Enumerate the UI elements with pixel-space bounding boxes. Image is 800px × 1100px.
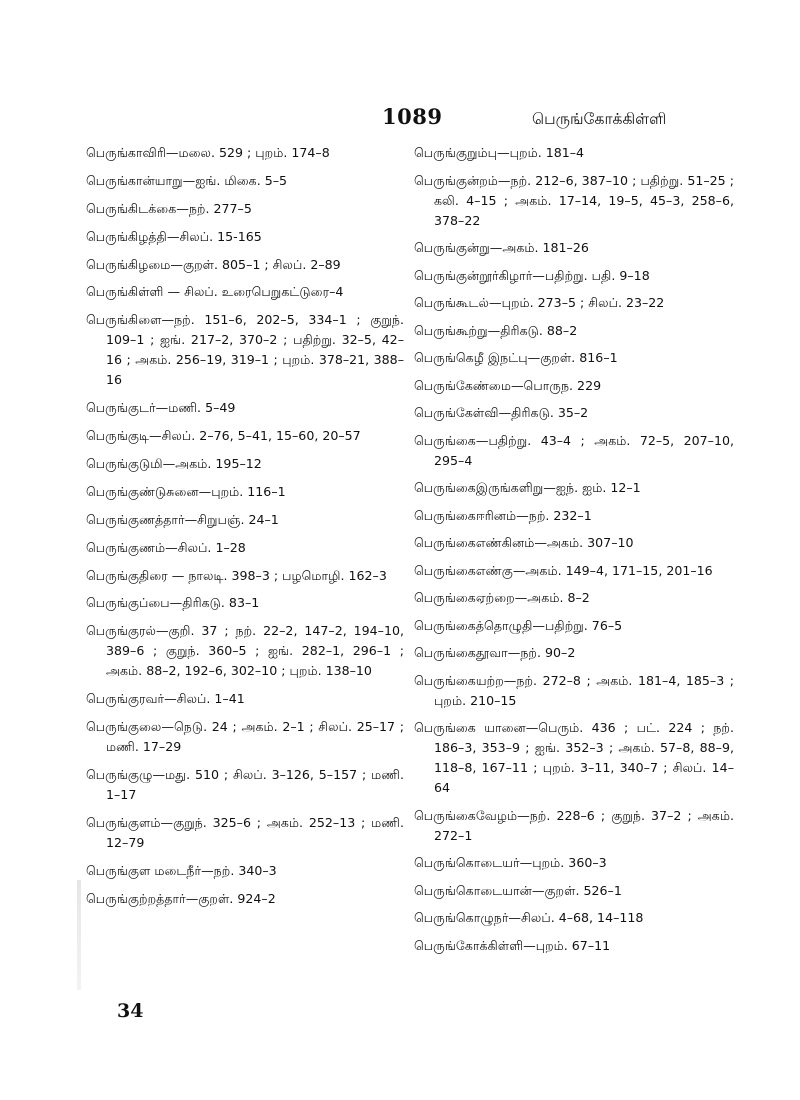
index-entry: பெருங்குரவர்—சிலப். 1–41 bbox=[86, 691, 245, 707]
index-entry: பெருங்காவிரி—மலை. 529 ; புறம். 174–8 bbox=[86, 145, 330, 160]
index-entry: பெருங்குணத்தார்—சிறுபஞ். 24–1 bbox=[86, 511, 279, 527]
index-entry: பெருங்கேண்மை—பொருந. 229 bbox=[414, 377, 602, 393]
index-entry: பெருங்குன்றூர்கிழார்—பதிற்று. பதி. 9–18 bbox=[414, 267, 650, 283]
index-entry: பெருங்கைஇருங்களிறு—ஐந். ஐம். 12–1 bbox=[414, 480, 641, 495]
page-number: 1089 bbox=[382, 104, 443, 129]
index-entry: பெருங்குளம்—குறுந். 325–6 ; அகம். 252–13 ; மணி. 12–79 bbox=[86, 814, 404, 850]
index-entry: பெருங்குரல்—குறி. 37 ; நற். 22–2, 147–2, 194–10, 389–6 ; குறுந். 360–5 ; ஐங். 282–1, 296–1 ; அகம். 88–2, 192–6, 302–10 ; புறம். 138–10 bbox=[86, 623, 404, 679]
running-head: பெருங்கோக்கிள்ளி bbox=[532, 110, 667, 128]
index-entry: பெருங்குன்றம்—நற். 212–6, 387–10 ; பதிற்று. 51–25 ; கலி. 4–15 ; அகம். 17–14, 19–5, 45–3, 258–6, 378–22 bbox=[414, 172, 734, 228]
index-entry: பெருங்கூடல்—புறம். 273–5 ; சிலப். 23–22 bbox=[414, 295, 665, 310]
index-entry: பெருங்குண்டுசுனை—புறம். 116–1 bbox=[86, 483, 286, 499]
index-entry: பெருங்கான்யாறு—ஐங். மிகை. 5–5 bbox=[86, 172, 288, 188]
index-entry: பெருங்குழு—மது. 510 ; சிலப். 3–126, 5–157 ; மணி. 1–17 bbox=[86, 767, 404, 803]
index-entry: பெருங்கையற்ற—நற். 272–8 ; அகம். 181–4, 185–3 ; புறம். 210–15 bbox=[414, 672, 734, 708]
right-column bbox=[414, 143, 734, 963]
index-entry: பெருங்கொழுநர்—சிலப். 4–68, 14–118 bbox=[414, 910, 644, 925]
index-entry: பெருங்குள மடைநீர்—நற். 340–3 bbox=[86, 862, 277, 878]
signature-mark: 34 bbox=[117, 1000, 144, 1022]
index-entry: பெருங்கொடையர்—புறம். 360–3 bbox=[414, 855, 607, 870]
index-entry: பெருங்குப்பை—திரிகடு. 83–1 bbox=[86, 595, 260, 611]
index-entry: பெருங்கைதூவா—நற். 90–2 bbox=[414, 645, 576, 660]
index-entry: பெருங்கூற்று—திரிகடு. 88–2 bbox=[414, 322, 578, 338]
index-entry: பெருங்கிள்ளி — சிலப். உரைபெறுகட்டுரை–4 bbox=[86, 284, 344, 300]
index-entry: பெருங்கைஎண்கு—அகம். 149–4, 171–15, 201–16 bbox=[414, 562, 713, 578]
index-entry: பெருங்கை யானை—பெரும். 436 ; பட். 224 ; நற். 186–3, 353–9 ; ஐங். 352–3 ; அகம். 57–8, 88–9, 118–8, 167–11 ; புறம். 3–11, 340–7 ; சிலப். 14–64 bbox=[414, 720, 734, 795]
index-entry: பெருங்கொடையான்—குறள். 526–1 bbox=[414, 882, 622, 898]
index-entry: பெருங்கைஎண்கினம்—அகம். 307–10 bbox=[414, 535, 634, 550]
index-entry: பெருங்கைஈரினம்—நற். 232–1 bbox=[414, 507, 592, 523]
index-entry: பெருங்குலை—நெடு. 24 ; அகம். 2–1 ; சிலப். 25–17 ; மணி. 17–29 bbox=[86, 719, 404, 755]
index-entry: பெருங்குணம்—சிலப். 1–28 bbox=[86, 539, 246, 555]
index-entry: பெருங்கைஏற்றை—அகம். 8–2 bbox=[414, 590, 590, 605]
index-entry: பெருங்குறும்பு—புறம். 181–4 bbox=[414, 145, 585, 160]
index-entry: பெருங்குற்றத்தார்—குறள். 924–2 bbox=[86, 890, 276, 906]
index-entry: பெருங்கிழத்தி—சிலப். 15-165 bbox=[86, 228, 262, 244]
index-entry: பெருங்கிடக்கை—நற். 277–5 bbox=[86, 200, 252, 216]
left-column bbox=[86, 143, 404, 917]
index-entry: பெருங்கேள்வி—திரிகடு. 35–2 bbox=[414, 405, 589, 420]
index-entry: பெருங்கோக்கிள்ளி—புறம். 67–11 bbox=[414, 937, 611, 953]
index-entry: பெருங்குன்று—அகம். 181–26 bbox=[414, 240, 589, 255]
index-entry: பெருங்கைத்தொழுதி—பதிற்று. 76–5 bbox=[414, 617, 623, 633]
index-entry: பெருங்கைவேழம்—நற். 228–6 ; குறுந். 37–2 ; அகம். 272–1 bbox=[414, 807, 734, 843]
index-entry: பெருங்குடி—சிலப். 2–76, 5–41, 15–60, 20–57 bbox=[86, 428, 361, 444]
scan-shadow bbox=[77, 880, 81, 990]
index-entry: பெருங்குடர்—மணி. 5–49 bbox=[86, 400, 236, 416]
index-entry: பெருங்கெழீ இநட்பு—குறள். 816–1 bbox=[414, 350, 618, 365]
index-entry: பெருங்குதிரை — நாலடி. 398–3 ; பழமொழி. 162–3 bbox=[86, 567, 387, 583]
index-entry: பெருங்கை—பதிற்று. 43–4 ; அகம். 72–5, 207–10, 295–4 bbox=[414, 432, 734, 468]
index-entry: பெருங்குடுமி—அகம். 195–12 bbox=[86, 456, 262, 472]
index-entry: பெருங்கிழமை—குறள். 805–1 ; சிலப். 2–89 bbox=[86, 256, 341, 272]
index-entry: பெருங்கிளை—நற். 151–6, 202–5, 334–1 ; குறுந். 109–1 ; ஐங். 217–2, 370–2 ; பதிற்று. 32–5, 42–16 ; அகம். 256–19, 319–1 ; புறம். 378–21, 388–16 bbox=[86, 312, 404, 388]
